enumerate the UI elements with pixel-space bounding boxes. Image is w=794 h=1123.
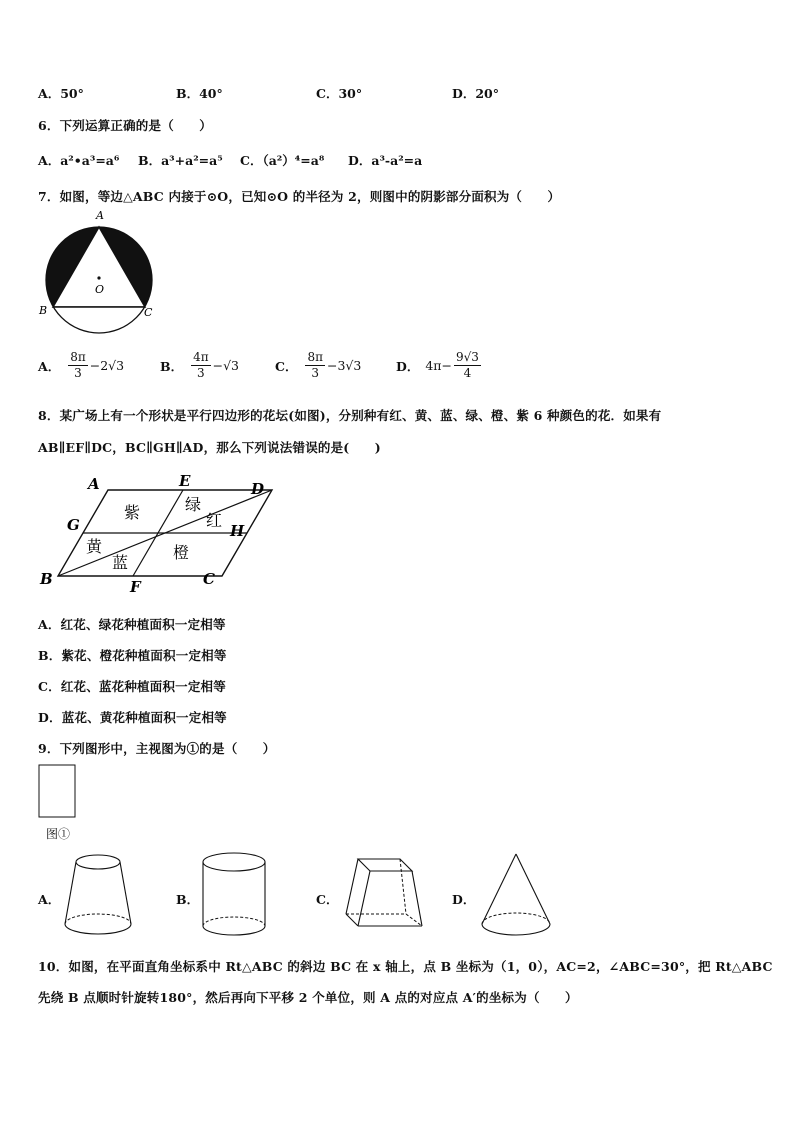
q9-option-b-label: B． bbox=[176, 892, 200, 907]
q7-option-d bbox=[396, 350, 483, 381]
q8-label-e: E bbox=[179, 472, 191, 490]
q7-option-d-label: D． bbox=[396, 358, 420, 374]
q9-stem: 9．下列图形中，主视图为①的是（ ） bbox=[38, 741, 276, 756]
q9-option-c-prism-frustum bbox=[336, 856, 432, 938]
q9-option-a-frustum bbox=[60, 852, 140, 942]
q7-option-a-den: 3 bbox=[74, 366, 82, 380]
q7-label-b: B bbox=[39, 304, 48, 317]
q10-stem-line2: 先绕 B 点顺时针旋转180°，然后再向下平移 2 个单位，则 A 点的对应点 A′的坐标为（ ） bbox=[38, 990, 578, 1005]
q9-option-d-cone bbox=[476, 852, 566, 942]
q8-label-d: D bbox=[251, 480, 265, 498]
q7-circle-figure bbox=[34, 208, 164, 336]
q8-label-b: B bbox=[40, 570, 53, 588]
q8-option-c: C．红花、蓝花种植面积一定相等 bbox=[38, 679, 226, 694]
q7-label-o: O bbox=[95, 283, 105, 296]
q7-option-c-den: 3 bbox=[311, 366, 320, 380]
q8-label-g: G bbox=[67, 516, 80, 534]
q7-stem: 7．如图，等边△ABC 内接于⊙O，已知⊙O 的半径为 2，则图中的阴影部分面积为（ ） bbox=[38, 189, 561, 204]
q7-label-c: C bbox=[144, 306, 153, 319]
q5-option-c: C．30° bbox=[316, 86, 363, 101]
q5-option-b: B．40° bbox=[176, 86, 223, 101]
q8-region-blue: 蓝 bbox=[112, 553, 129, 572]
q7-option-b bbox=[160, 350, 239, 381]
q7-option-d-num: 9√3 bbox=[456, 350, 479, 364]
q8-region-red: 红 bbox=[206, 511, 223, 530]
q6-option-a: A．a²•a³=a⁶ bbox=[38, 153, 120, 168]
q8-label-h: H bbox=[230, 522, 245, 540]
q8-option-d: D．蓝花、黄花种植面积一定相等 bbox=[38, 710, 227, 725]
q9-front-view-rectangle bbox=[38, 764, 78, 820]
q7-option-d-head: 4π− bbox=[425, 358, 452, 373]
q9-option-b-cylinder bbox=[196, 850, 276, 942]
q8-region-yellow: 黄 bbox=[86, 537, 103, 556]
q9-option-c-label: C． bbox=[316, 892, 339, 907]
q6-option-b: B．a³+a²=a⁵ bbox=[138, 153, 223, 168]
q7-option-b-num: 4π bbox=[193, 350, 209, 364]
q9-option-d-label: D． bbox=[452, 892, 476, 907]
q7-option-d-den: 4 bbox=[463, 366, 472, 380]
q8-parallelogram-figure bbox=[36, 468, 286, 596]
q7-option-a-tail: −2√3 bbox=[89, 358, 125, 373]
q8-region-green: 绿 bbox=[185, 495, 202, 514]
q5-option-d: D．20° bbox=[452, 86, 499, 101]
q6-option-c: C．（a²）⁴=a⁸ bbox=[240, 153, 325, 168]
q8-label-a: A bbox=[88, 475, 100, 493]
q8-region-purple: 紫 bbox=[124, 503, 141, 522]
q7-option-b-tail: −√3 bbox=[212, 358, 240, 373]
q7-option-c-label: C． bbox=[275, 358, 298, 374]
q5-option-a: A．50° bbox=[38, 86, 84, 101]
q7-option-c bbox=[275, 350, 361, 381]
q9-figure-caption: 图① bbox=[46, 827, 71, 841]
q8-region-orange: 橙 bbox=[173, 543, 190, 562]
q6-option-d: D．a³-a²=a bbox=[348, 153, 423, 168]
q7-center-point bbox=[97, 276, 100, 279]
q8-stem: 8．某广场上有一个形状是平行四边形的花坛(如图)，分别种有红、黄、蓝、绿、橙、紫 6 种颜色的花．如果有 bbox=[38, 408, 662, 423]
q7-option-b-den: 3 bbox=[197, 366, 205, 380]
q8-label-c: C bbox=[203, 570, 215, 588]
q9-option-a-label: A． bbox=[38, 892, 61, 907]
q8-stem-line2: AB∥EF∥DC，BC∥GH∥AD，那么下列说法错误的是( ) bbox=[38, 440, 381, 455]
q8-option-b: B．紫花、橙花种植面积一定相等 bbox=[38, 648, 227, 663]
q8-label-f: F bbox=[130, 578, 141, 596]
q7-option-a-num: 8π bbox=[70, 350, 86, 364]
q10-stem: 10．如图，在平面直角坐标系中 Rt△ABC 的斜边 BC 在 x 轴上，点 B 坐标为（1，0），AC=2，∠ABC=30°，把 Rt△ABC bbox=[38, 959, 773, 974]
q7-option-c-num: 8π bbox=[307, 350, 323, 364]
q8-option-a: A．红花、绿花种植面积一定相等 bbox=[38, 617, 226, 632]
q7-option-b-label: B． bbox=[160, 358, 184, 374]
q6-stem: 6．下列运算正确的是（ ） bbox=[38, 118, 212, 133]
q7-option-a-label: A． bbox=[38, 358, 61, 374]
q7-label-a: A bbox=[96, 209, 104, 222]
q7-option-a bbox=[38, 350, 124, 381]
q7-option-c-tail: −3√3 bbox=[326, 358, 362, 373]
